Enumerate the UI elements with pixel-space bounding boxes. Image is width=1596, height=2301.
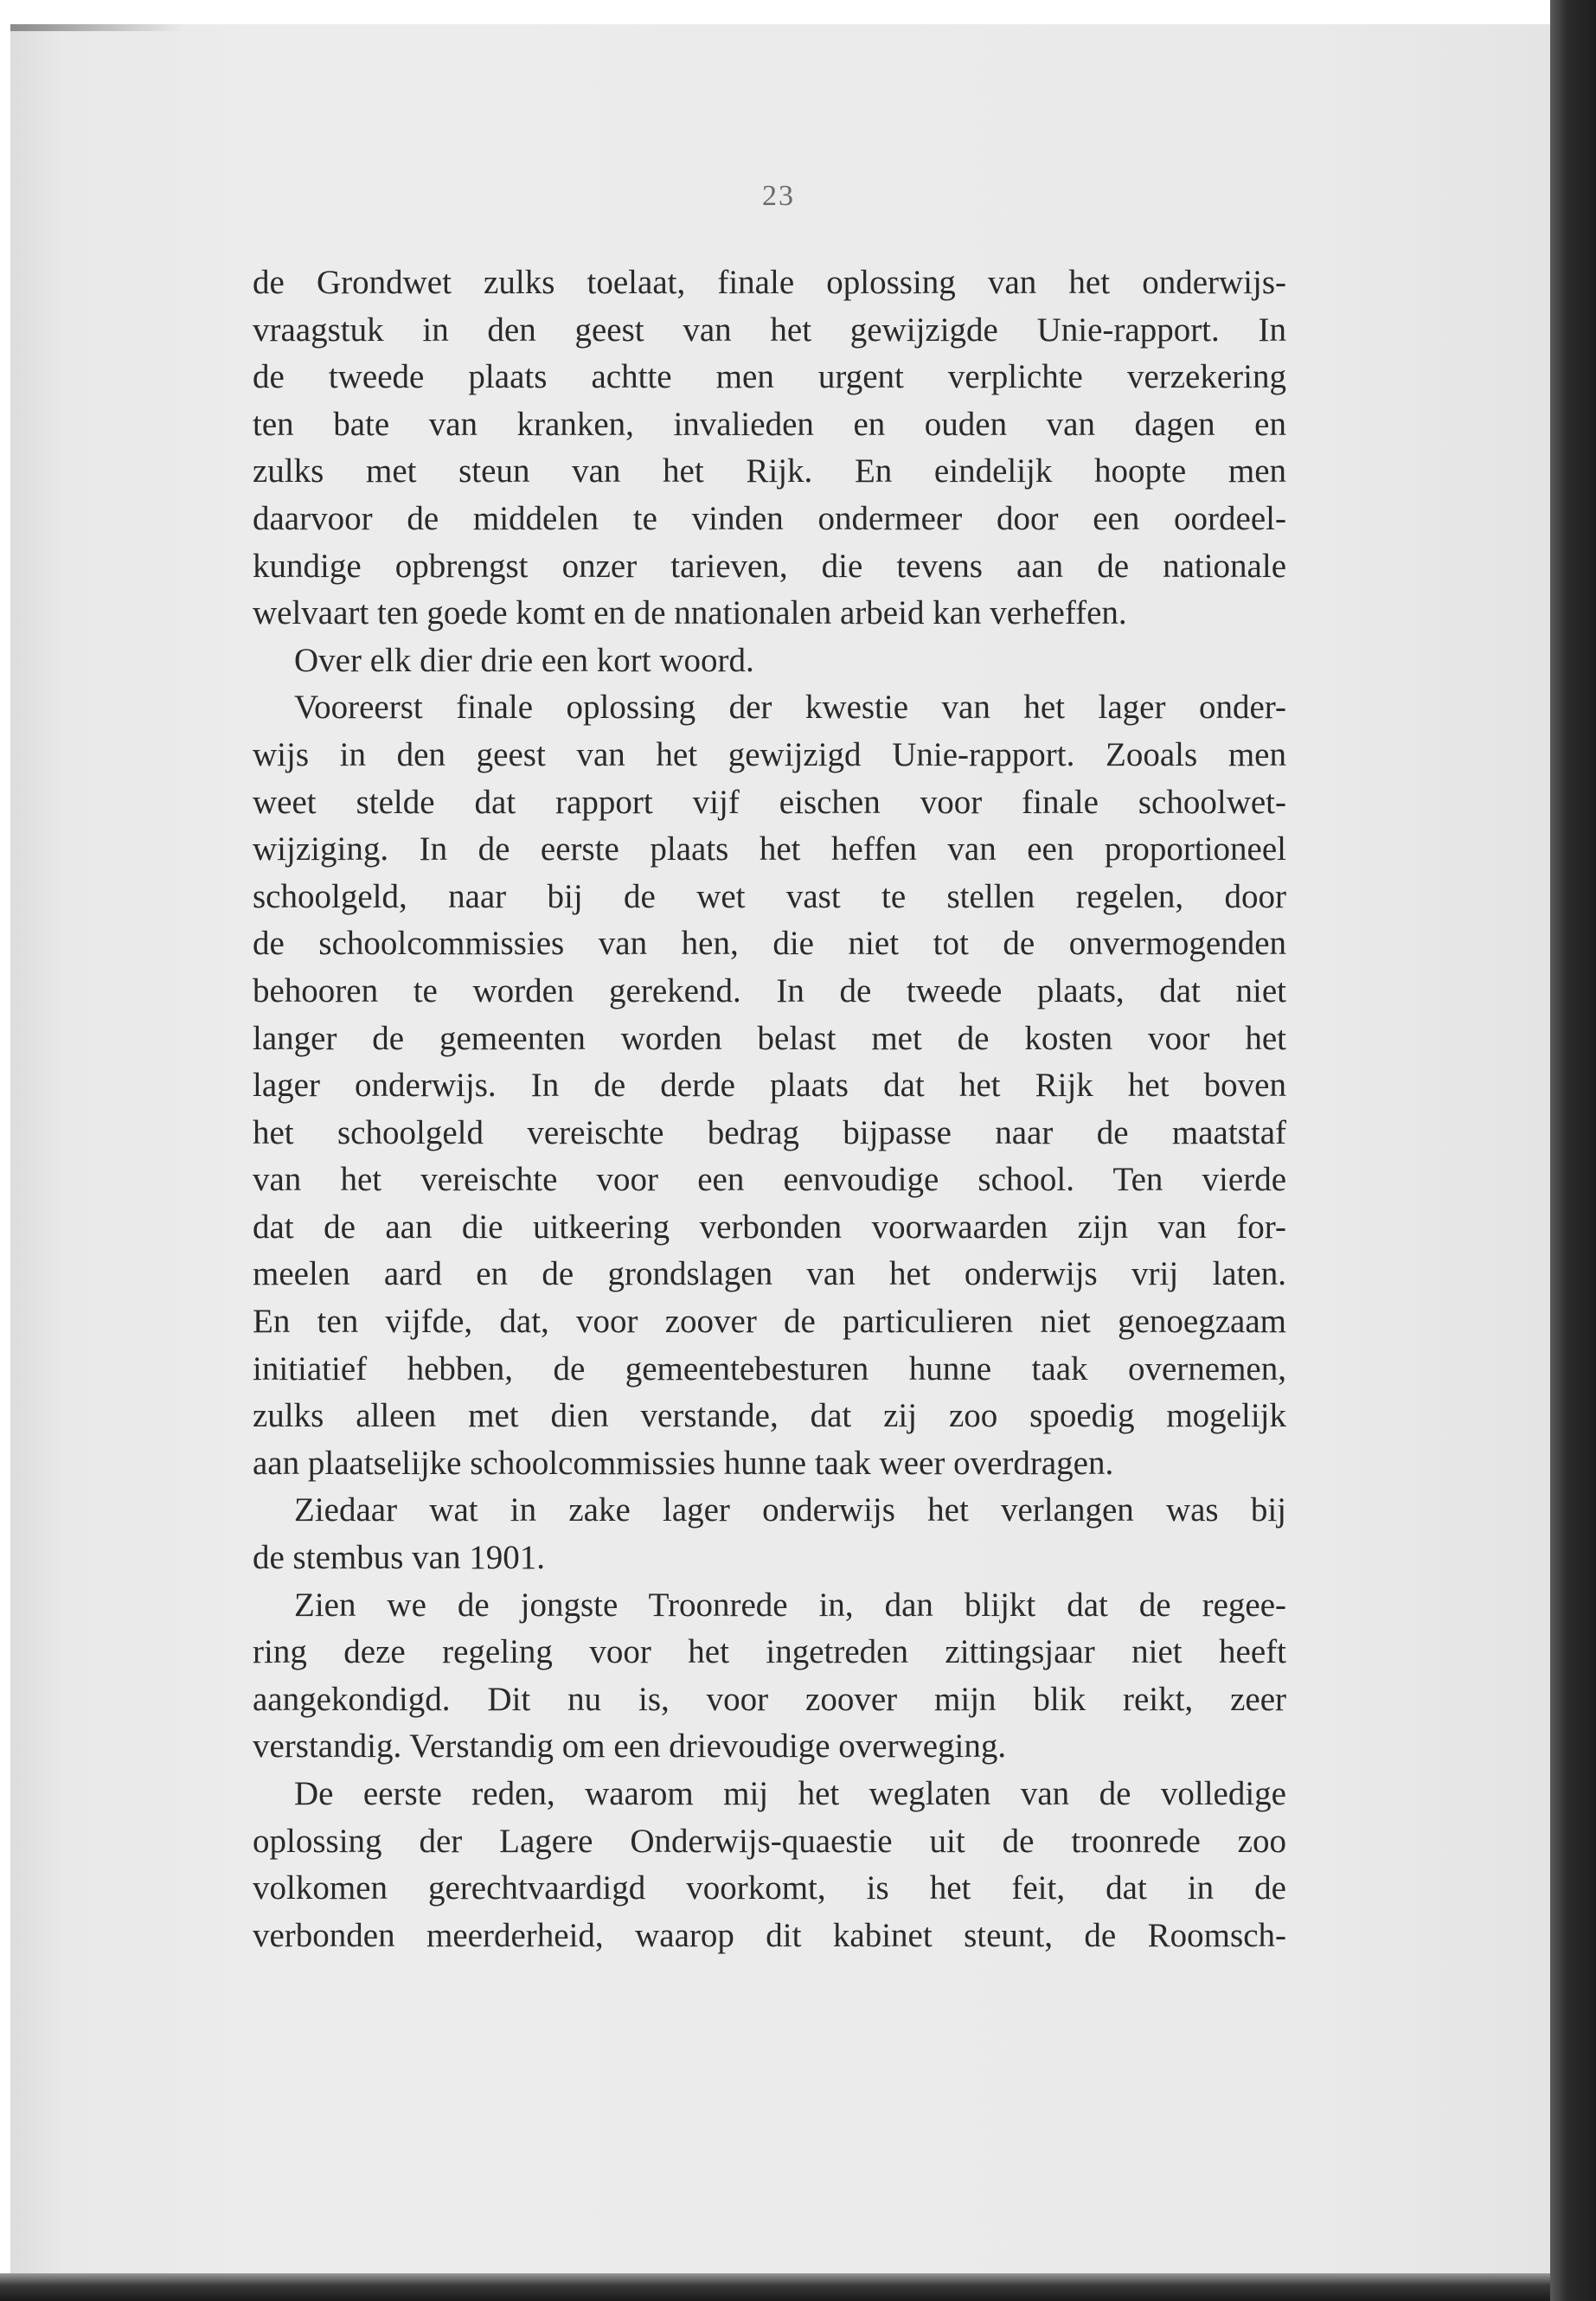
text-line: wijziging. In de eerste plaats het heffen van een proportioneel — [253, 830, 1286, 868]
text-line: de Grondwet zulks toelaat, finale oplossing van het onderwijs- — [253, 264, 1286, 301]
page-top-edge — [10, 24, 183, 31]
text-line: welvaart ten goede komt en de nnationalen arbeid kan verheffen. — [253, 594, 1127, 632]
text-line: schoolgeld, naar bij de wet vast te stellen regelen, door — [253, 877, 1286, 915]
page-bottom-edge — [0, 2273, 1550, 2301]
text-line: ten bate van kranken, invalieden en ouden van dagen en — [253, 405, 1286, 443]
text-line: oplossing der Lagere Onderwijs-quaestie uit de troonrede zoo — [253, 1822, 1286, 1860]
text-line: De eerste reden, waarom mij het weglaten van de volledige — [294, 1775, 1286, 1812]
text-line: weet stelde dat rapport vijf eischen voor finale schoolwet- — [253, 783, 1286, 821]
text-line: zulks met steun van het Rijk. En eindelijk hoopte men — [253, 452, 1286, 490]
text-line: initiatief hebben, de gemeentebesturen hunne taak overnemen, — [253, 1349, 1286, 1388]
text-line: Over elk dier drie een kort woord. — [294, 641, 754, 679]
text-line: wijs in den geest van het gewijzigd Unie-rapport. Zooals men — [253, 735, 1286, 773]
text-line: aan plaatselijke schoolcommissies hunne taak weer overdragen. — [253, 1444, 1114, 1482]
text-line: En ten vijfde, dat, voor zoover de particulieren niet genoegzaam — [253, 1303, 1286, 1341]
text-line: verbonden meerderheid, waarop dit kabinet steunt, de Roomsch- — [253, 1916, 1286, 1954]
text-line: Ziedaar wat in zake lager onderwijs het verlangen was bij — [294, 1491, 1286, 1529]
text-line: ring deze regeling voor het ingetreden zittingsjaar niet heeft — [253, 1633, 1286, 1671]
text-line: vraagstuk in den geest van het gewijzigde Unie-rapport. In — [253, 311, 1286, 349]
page-number: 23 — [762, 180, 795, 212]
text-line: kundige opbrengst onzer tarieven, die tevens aan de nationale — [253, 547, 1286, 585]
text-line: langer de gemeenten worden belast met de kosten voor het — [253, 1019, 1286, 1057]
text-line: Vooreerst finale oplossing der kwestie van het lager onder- — [294, 689, 1286, 727]
text-line: aangekondigd. Dit nu is, voor zoover mijn blik reikt, zeer — [253, 1680, 1286, 1718]
text-line: van het vereischte voor een eenvoudige school. Ten vierde — [253, 1161, 1286, 1199]
text-line: de stembus van 1901. — [253, 1539, 545, 1577]
text-line: behooren te worden gerekend. In de tweede plaats, dat niet — [253, 971, 1286, 1009]
text-line: Zien we de jongste Troonrede in, dan blijkt dat de regee- — [294, 1586, 1286, 1624]
text-line: zulks alleen met dien verstande, dat zij zoo spoedig mogelijk — [253, 1397, 1286, 1435]
text-line: het schoolgeld vereischte bedrag bijpasse naar de maatstaf — [253, 1113, 1286, 1151]
text-line: dat de aan die uitkeering verbonden voorwaarden zijn van for- — [253, 1208, 1286, 1246]
text-line: de tweede plaats achtte men urgent verplichte verzekering — [253, 358, 1286, 396]
text-line: lager onderwijs. In de derde plaats dat het Rijk het boven — [253, 1067, 1286, 1105]
body-text — [253, 260, 1286, 1959]
text-line: de schoolcommissies van hen, die niet tot de onvermogenden — [253, 925, 1286, 963]
text-line: verstandig. Verstandig om een drievoudige overweging. — [253, 1727, 1007, 1766]
text-line: daarvoor de middelen te vinden ondermeer door een oordeel- — [253, 499, 1286, 537]
text-line: volkomen gerechtvaardigd voorkomt, is het feit, dat in de — [253, 1869, 1286, 1907]
book-spine-edge — [1550, 0, 1596, 2301]
text-line: meelen aard en de grondslagen van het onderwijs vrij laten. — [253, 1255, 1286, 1293]
